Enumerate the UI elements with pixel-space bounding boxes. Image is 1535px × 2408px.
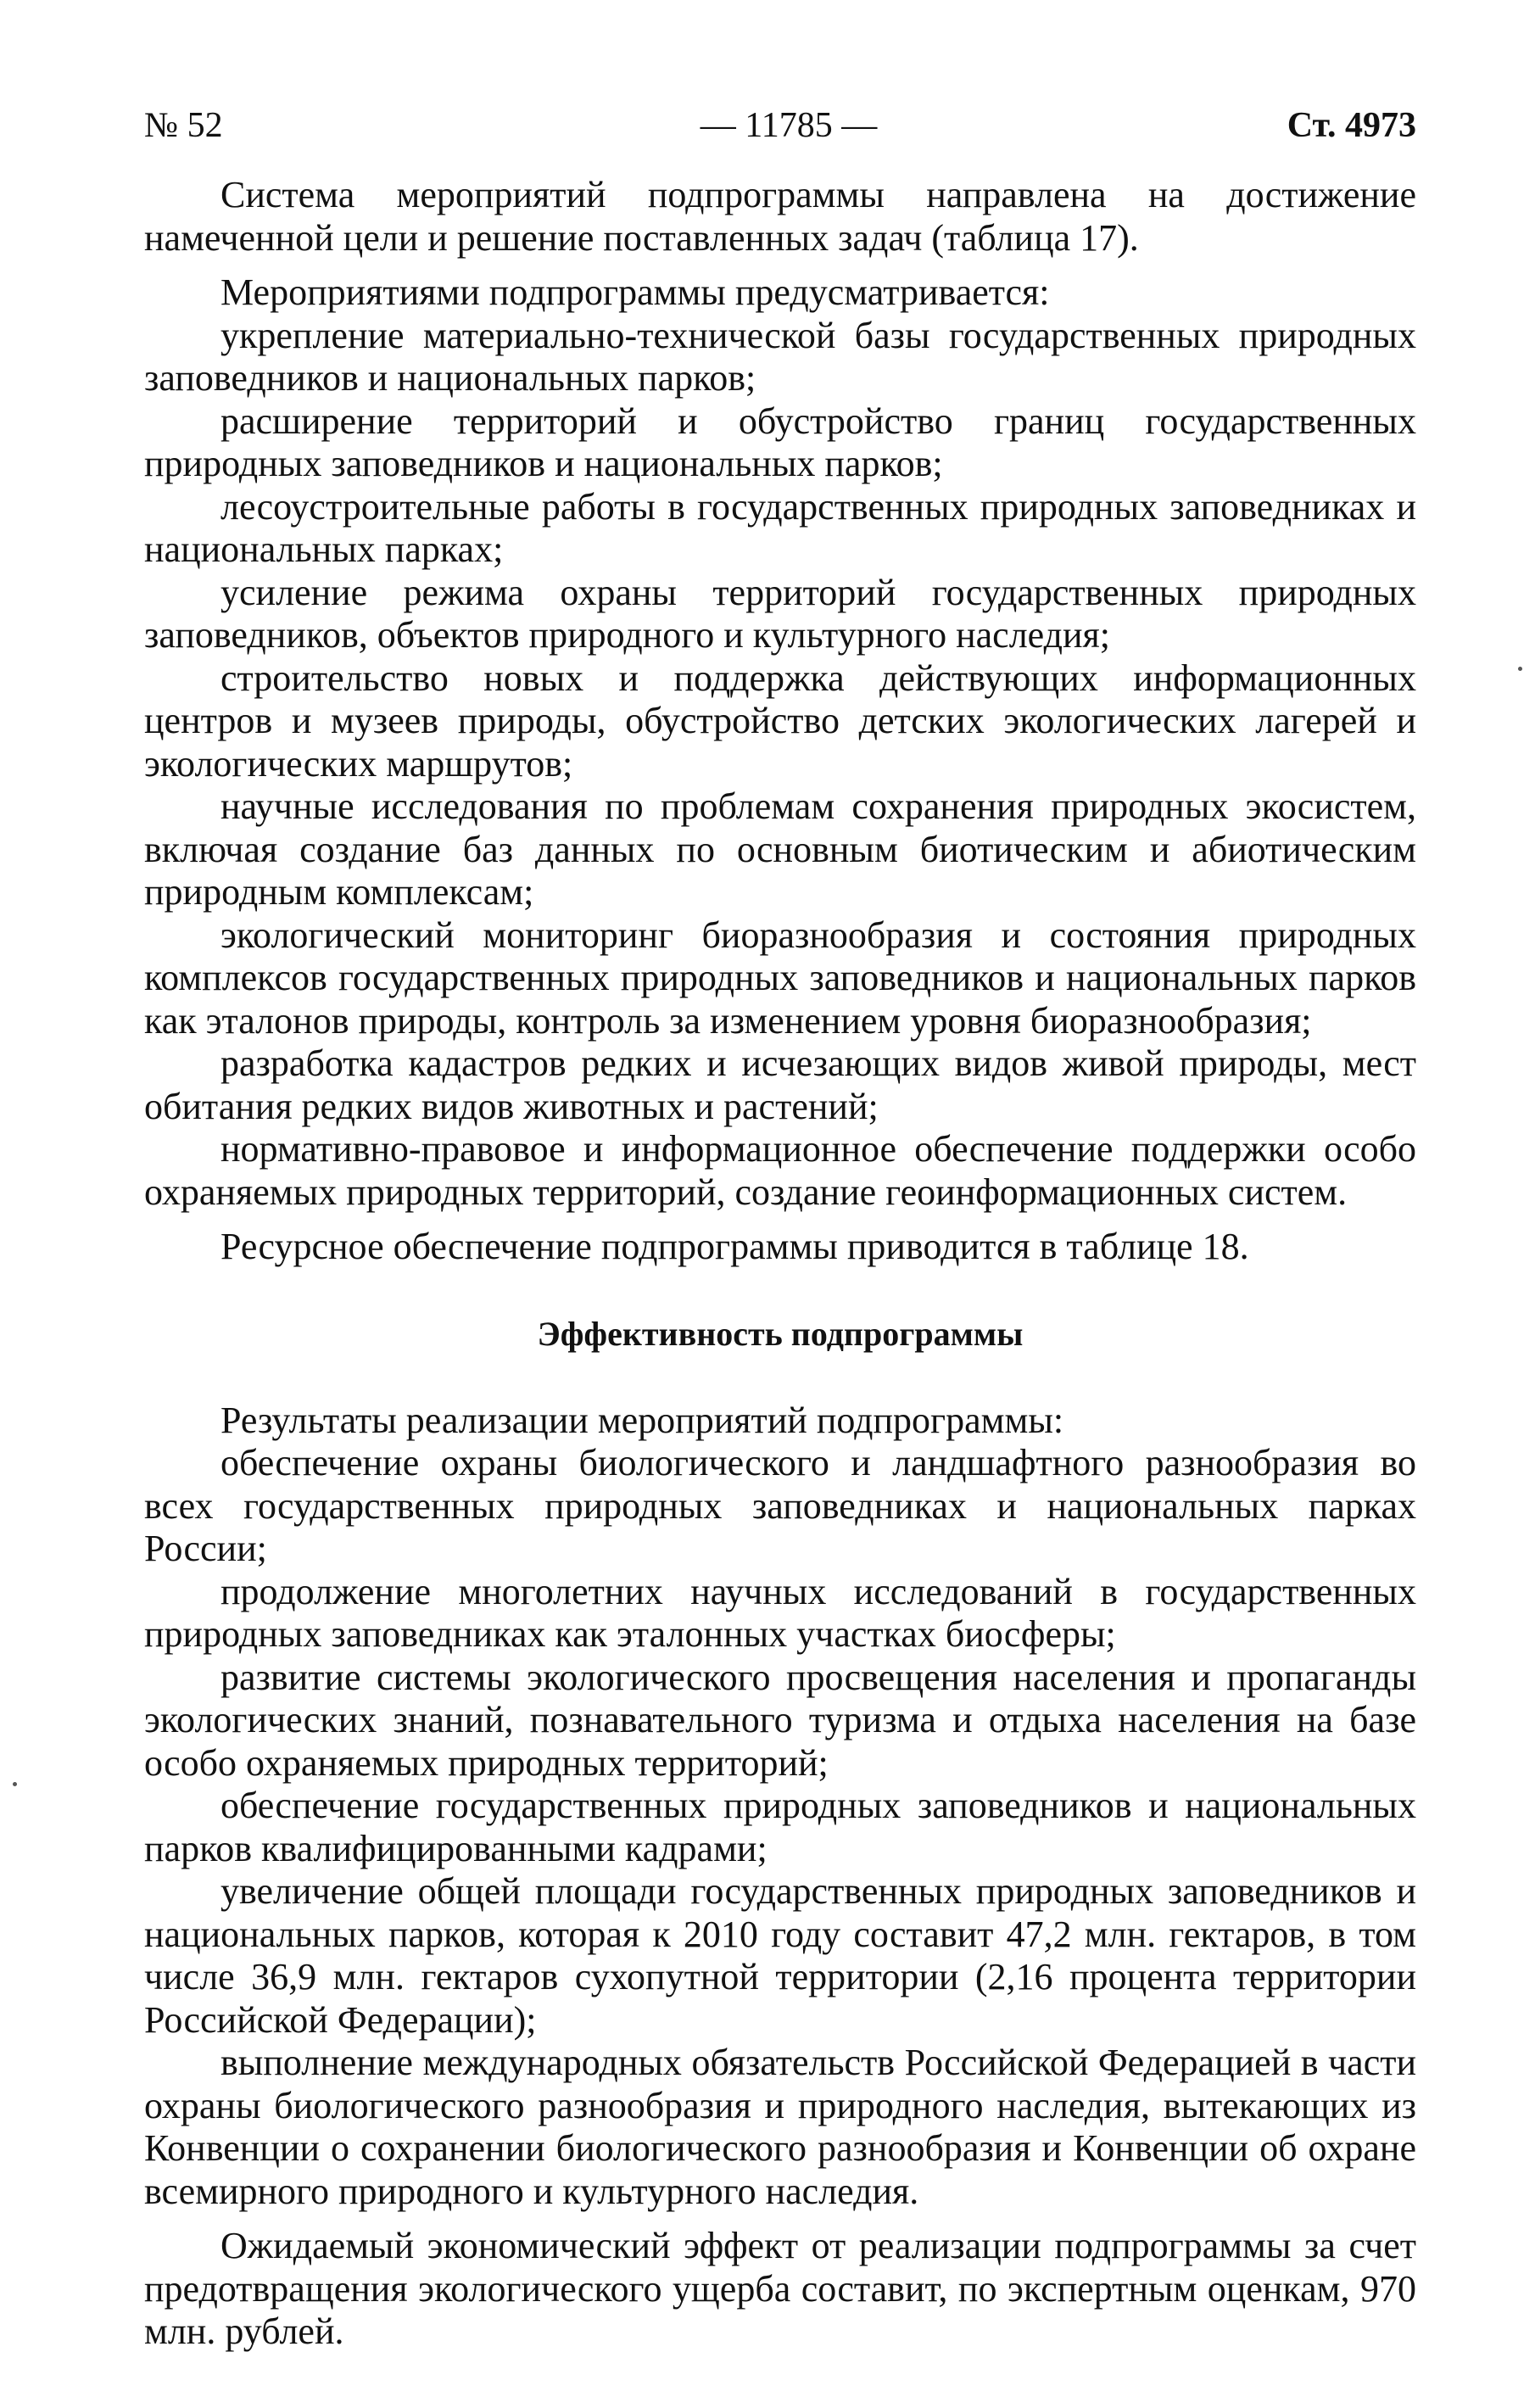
document-body [144,174,1416,2354]
measure-item: нормативно-правовое и информационное обеспечение поддержки особо охраняемых природных территорий, создание геоинформационных систем. [144,1128,1416,1213]
measure-item: научные исследования по проблемам сохранения природных экосистем, включая создание баз данных по основным биотическим и абиотическим природным комплексам; [144,785,1416,913]
result-item: развитие системы экологического просвещения населения и пропаганды экологических знаний, познавательного туризма и отдыха населения на базе особо охраняемых природных территорий; [144,1656,1416,1784]
page-number: — 11785 — [700,106,878,145]
result-item: увеличение общей площади государственных природных заповедников и национальных парков, которая к 2010 году составит 47,2 млн. гектаров, в том числе 36,9 млн. гектаров сухопутной территории (2,16 процента территории Российской Федерации); [144,1870,1416,2041]
scan-speck [13,1782,17,1786]
measure-item: лесоустроительные работы в государственных природных заповедниках и национальных парках; [144,485,1416,570]
section-heading: Эффективность подпрограммы [537,1314,1024,1353]
measure-item: строительство новых и поддержка действующих информационных центров и музеев природы, обустройство детских экологических лагерей и экологических маршрутов; [144,656,1416,785]
measure-item: расширение территорий и обустройство границ государственных природных заповедников и национальных парков; [144,399,1416,484]
page-header [144,100,1416,151]
result-item: обеспечение государственных природных заповедников и национальных парков квалифицированными кадрами; [144,1785,1416,1869]
scan-speck [1518,667,1522,671]
resources-paragraph: Ресурсное обеспечение подпрограммы приводится в таблице 18. [220,1226,1249,1267]
measure-item: разработка кадастров редких и исчезающих видов живой природы, мест обитания редких видов животных и растений; [144,1042,1416,1127]
results-intro: Результаты реализации мероприятий подпрограммы: [220,1399,1064,1441]
measures-intro: Мероприятиями подпрограммы предусматривается: [220,271,1050,313]
issue-number: № 52 [144,106,223,145]
measure-item: экологический мониторинг биоразнообразия и состояния природных комплексов государственных природных заповедников и национальных парков как эталонов природы, контроль за изменением уровня биоразнообразия; [144,913,1416,1042]
measure-item: укрепление материально-технической базы государственных природных заповедников и национальных парков; [144,314,1416,399]
result-item: обеспечение охраны биологического и ландшафтного разнообразия во всех государственных природных заповедниках и национальных парках России; [144,1442,1416,1569]
measure-item: усиление режима охраны территорий государственных природных заповедников, объектов природного и культурного наследия; [144,571,1416,656]
result-item: выполнение международных обязательств Российской Федерацией в части охраны биологического разнообразия и природного наследия, вытекающих из Конвенции о сохранении биологического разнообразия и Конвенции об охране всемирного природного и культурного наследия. [144,2042,1416,2212]
article-number: Ст. 4973 [1287,106,1416,145]
result-item: продолжение многолетних научных исследований в государственных природных заповедниках как эталонных участках биосферы; [144,1570,1416,1655]
economic-effect-paragraph: Ожидаемый экономический эффект от реализации подпрограммы за счет предотвращения экологического ущерба составит, по экспертным оценкам, 970 млн. рублей. [144,2225,1416,2352]
intro-paragraph: Система мероприятий подпрограммы направлена на достижение намеченной цели и решение поставленных задач (таблица 17). [144,174,1416,259]
